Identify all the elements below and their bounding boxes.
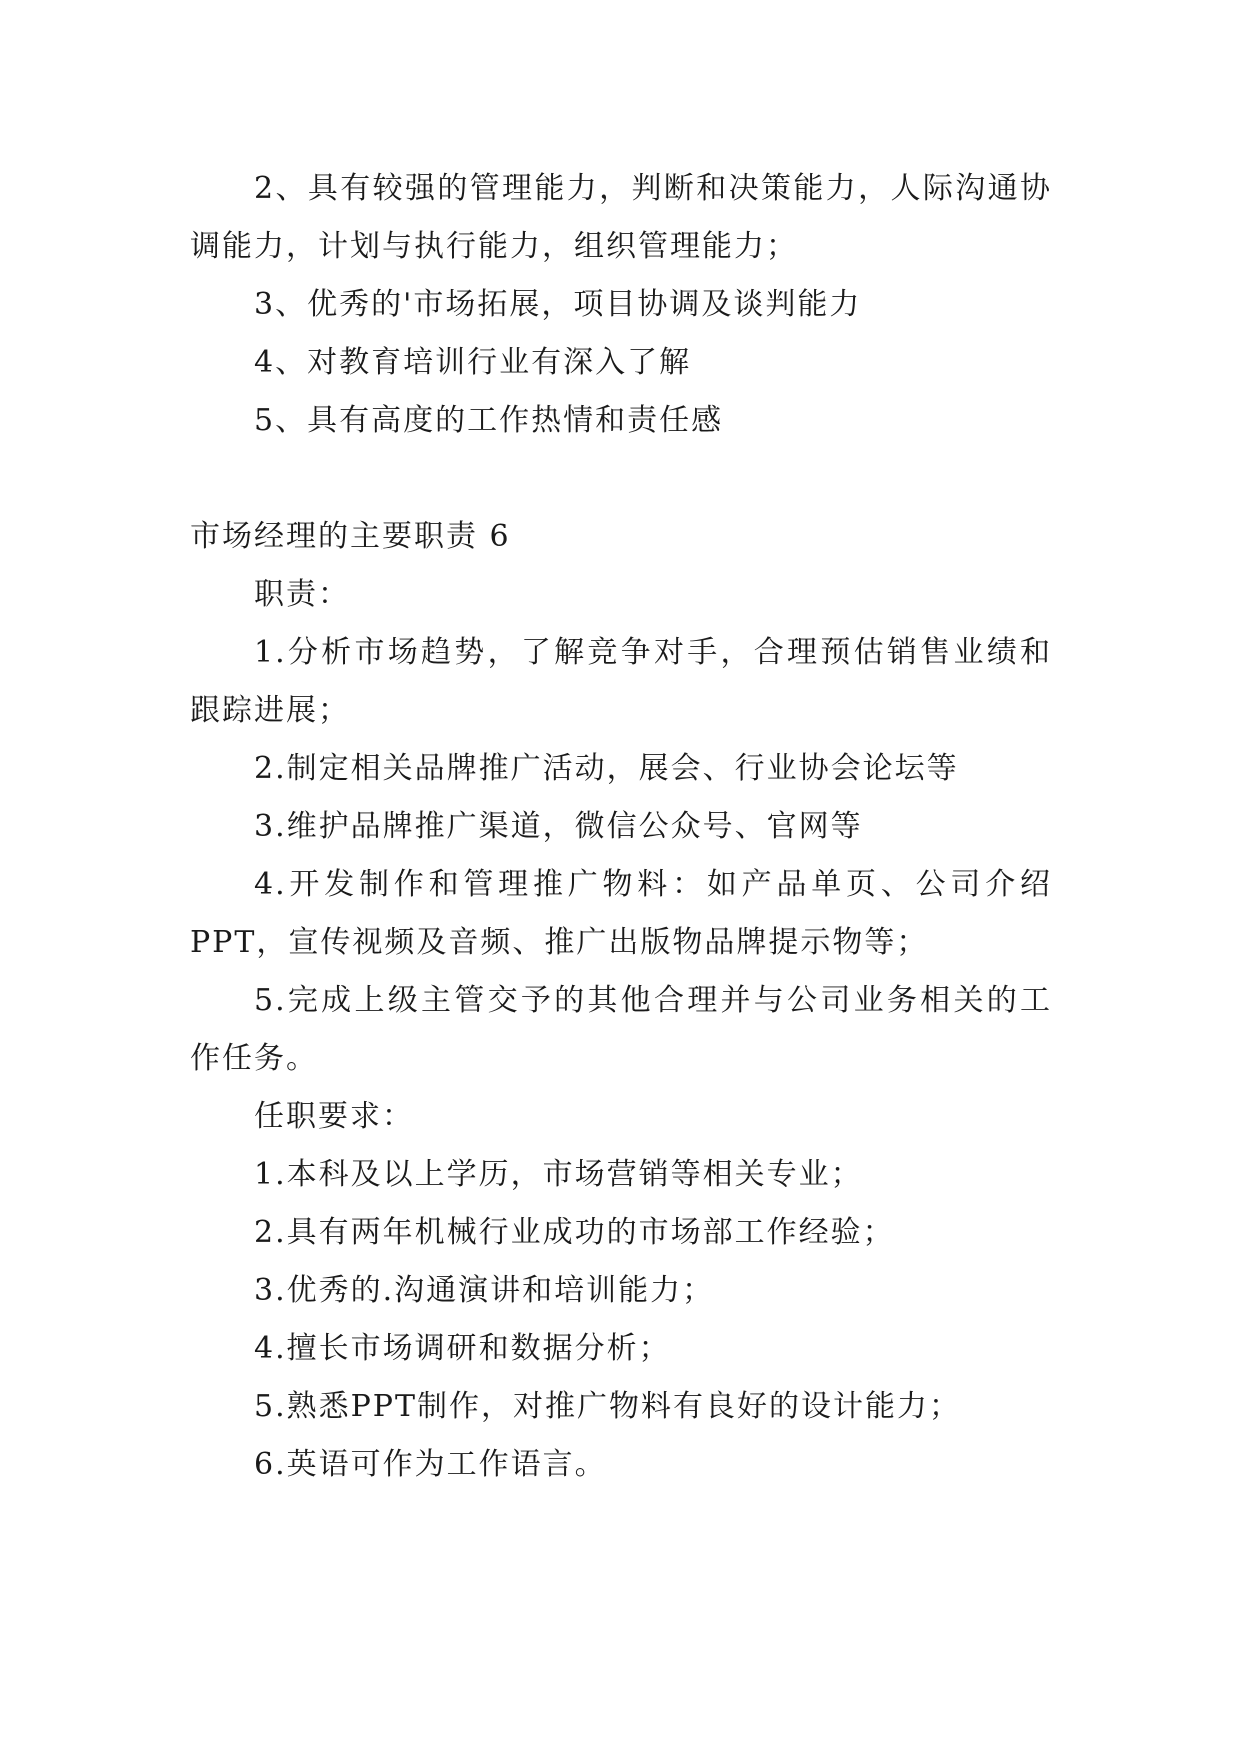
list-item: 3、优秀的'市场拓展，项目协调及谈判能力 <box>254 287 862 322</box>
requirement-item: 3.优秀的.沟通演讲和培训能力； <box>254 1273 715 1308</box>
section-title: 市场经理的主要职责 6 <box>190 519 511 554</box>
requirement-item: 2.具有两年机械行业成功的市场部工作经验； <box>254 1215 895 1250</box>
document-body <box>190 160 1052 1494</box>
duty-item: 1.分析市场趋势，了解竞争对手，合理预估销售业绩和跟踪进展； <box>190 635 1052 728</box>
requirement-item: 1.本科及以上学历，市场营销等相关专业； <box>254 1157 863 1192</box>
requirement-item: 5.熟悉PPT制作，对推广物料有良好的设计能力； <box>254 1389 962 1424</box>
requirements-label: 任职要求： <box>254 1099 414 1134</box>
requirement-item: 4.擅长市场调研和数据分析； <box>254 1331 671 1366</box>
list-item: 4、对教育培训行业有深入了解 <box>254 345 692 380</box>
duties-label: 职责： <box>254 577 350 612</box>
section-gap <box>190 450 1052 508</box>
duty-item: 2.制定相关品牌推广活动，展会、行业协会论坛等 <box>254 751 959 786</box>
duty-item: 3.维护品牌推广渠道，微信公众号、官网等 <box>254 809 863 844</box>
duty-item: 5.完成上级主管交予的其他合理并与公司业务相关的工作任务。 <box>190 983 1052 1076</box>
list-item: 5、具有高度的工作热情和责任感 <box>254 403 724 438</box>
requirement-item: 6.英语可作为工作语言。 <box>254 1447 607 1482</box>
duty-item: 4.开发制作和管理推广物料：如产品单页、公司介绍PPT，宣传视频及音频、推广出版物品牌提示物等； <box>190 867 1052 960</box>
list-item: 2、具有较强的管理能力，判断和决策能力，人际沟通协调能力，计划与执行能力，组织管理能力； <box>190 171 1052 264</box>
